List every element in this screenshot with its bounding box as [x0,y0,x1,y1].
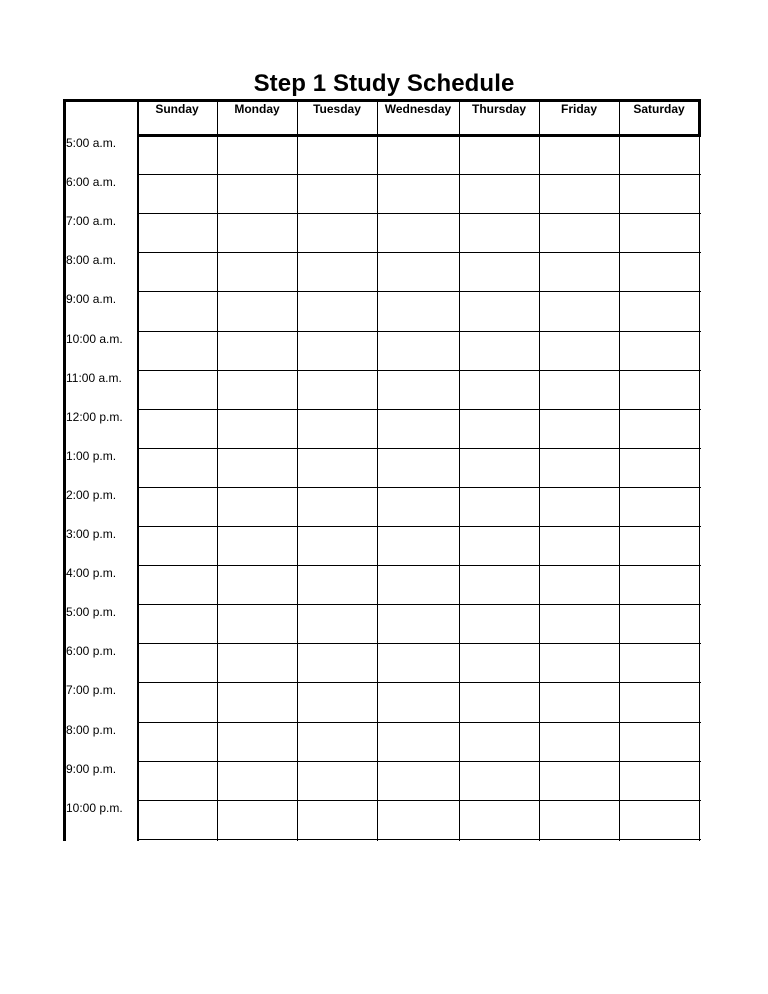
schedule-cell[interactable] [139,724,216,760]
schedule-cell[interactable] [379,293,458,329]
schedule-cell[interactable] [541,254,618,290]
schedule-cell[interactable] [621,215,698,251]
schedule-cell[interactable] [461,333,538,369]
schedule-cell[interactable] [621,333,698,369]
schedule-cell[interactable] [541,489,618,525]
schedule-cell[interactable] [541,567,618,603]
grid-column-divider [217,99,218,841]
grid-column-divider [699,99,700,841]
schedule-cell[interactable] [541,333,618,369]
schedule-cell[interactable] [379,802,458,838]
schedule-cell[interactable] [541,528,618,564]
schedule-cell[interactable] [299,450,376,486]
schedule-cell[interactable] [379,372,458,408]
schedule-cell[interactable] [541,684,618,720]
schedule-cell[interactable] [379,450,458,486]
time-label: 2:00 p.m. [66,487,117,502]
schedule-cell[interactable] [379,254,458,290]
grid-row-divider [137,565,701,566]
schedule-cell[interactable] [621,411,698,447]
time-label: 6:00 a.m. [66,175,117,190]
schedule-cell[interactable] [139,489,216,525]
time-label: 11:00 a.m. [66,370,122,385]
grid-row-divider [137,370,701,371]
schedule-cell[interactable] [219,215,296,251]
schedule-cell[interactable] [621,567,698,603]
schedule-cell[interactable] [379,333,458,369]
schedule-cell[interactable] [541,645,618,681]
schedule-cell[interactable] [461,372,538,408]
schedule-cell[interactable] [379,489,458,525]
time-label: 8:00 p.m. [66,722,117,737]
grid-column-divider [297,99,298,841]
schedule-cell[interactable] [461,137,538,173]
grid-row-divider [137,682,701,683]
schedule-cell[interactable] [461,215,538,251]
schedule-cell[interactable] [299,293,376,329]
grid-row-divider [137,722,701,723]
schedule-cell[interactable] [299,724,376,760]
schedule-cell[interactable] [541,802,618,838]
grid-row-divider [137,252,701,253]
schedule-cell[interactable] [621,645,698,681]
grid-column-divider [377,99,378,841]
time-label: 10:00 a.m. [66,331,123,346]
time-label: 10:00 p.m. [66,800,123,815]
schedule-cell[interactable] [379,137,458,173]
schedule-cell[interactable] [299,567,376,603]
schedule-cell[interactable] [621,684,698,720]
schedule-cell[interactable] [299,372,376,408]
grid-row-divider [137,331,701,332]
schedule-cell[interactable] [139,645,216,681]
schedule-cell[interactable] [139,802,216,838]
time-label: 5:00 p.m. [66,605,117,620]
schedule-cell[interactable] [461,176,538,212]
schedule-cell[interactable] [461,802,538,838]
grid-row-divider [137,526,701,527]
schedule-cell[interactable] [299,176,376,212]
schedule-cell[interactable] [219,567,296,603]
schedule-grid [63,99,700,841]
schedule-cell[interactable] [541,215,618,251]
time-label: 7:00 p.m. [66,683,117,698]
schedule-cell[interactable] [621,606,698,642]
schedule-cell[interactable] [219,333,296,369]
schedule-cell[interactable] [139,606,216,642]
schedule-cell[interactable] [299,606,376,642]
schedule-cell[interactable] [379,176,458,212]
schedule-cell[interactable] [461,411,538,447]
day-header-sunday: Sunday [155,102,199,116]
page-title: Step 1 Study Schedule [253,70,515,97]
grid-row-divider [137,800,701,801]
schedule-cell[interactable] [621,293,698,329]
schedule-cell[interactable] [461,645,538,681]
schedule-cell[interactable] [461,489,538,525]
schedule-cell[interactable] [219,293,296,329]
time-label: 5:00 a.m. [66,136,117,150]
grid-row-divider [137,213,701,214]
schedule-cell[interactable] [461,763,538,799]
schedule-cell[interactable] [299,645,376,681]
schedule-cell[interactable] [379,411,458,447]
schedule-cell[interactable] [621,254,698,290]
schedule-cell[interactable] [219,254,296,290]
schedule-cell[interactable] [379,724,458,760]
schedule-cell[interactable] [139,215,216,251]
schedule-cell[interactable] [461,684,538,720]
time-label: 9:00 p.m. [66,761,117,776]
schedule-cell[interactable] [299,684,376,720]
schedule-cell[interactable] [139,176,216,212]
schedule-cell[interactable] [139,411,216,447]
schedule-cell[interactable] [219,528,296,564]
schedule-cell[interactable] [379,763,458,799]
schedule-cell[interactable] [379,645,458,681]
schedule-cell[interactable] [139,684,216,720]
schedule-cell[interactable] [379,684,458,720]
schedule-cell[interactable] [299,411,376,447]
time-label: 3:00 p.m. [66,527,117,541]
schedule-cell[interactable] [379,528,458,564]
schedule-cell[interactable] [461,254,538,290]
schedule-cell[interactable] [299,802,376,838]
schedule-cell[interactable] [461,724,538,760]
time-label: 1:00 p.m. [66,448,117,463]
grid-row-divider [137,643,701,644]
grid-column-divider [459,99,460,841]
schedule-cell[interactable] [379,215,458,251]
schedule-cell[interactable] [299,333,376,369]
day-header-friday: Friday [560,102,597,116]
grid-row-divider [137,291,701,292]
schedule-cell[interactable] [139,450,216,486]
schedule-cell[interactable] [219,606,296,642]
schedule-cell[interactable] [219,450,296,486]
schedule-cell[interactable] [299,215,376,251]
schedule-cell[interactable] [299,254,376,290]
schedule-cell[interactable] [219,411,296,447]
schedule-cell[interactable] [299,528,376,564]
schedule-cell[interactable] [219,176,296,212]
schedule-cell[interactable] [299,763,376,799]
schedule-cell[interactable] [219,724,296,760]
grid-row-divider [137,604,701,605]
schedule-cell[interactable] [541,606,618,642]
schedule-cell[interactable] [541,411,618,447]
schedule-cell[interactable] [139,567,216,603]
time-label: 12:00 p.m. [66,409,123,424]
day-header-tuesday: Tuesday [313,102,361,116]
grid-row-divider [137,761,701,762]
schedule-cell[interactable] [461,567,538,603]
time-label: 6:00 p.m. [66,644,117,659]
schedule-cell[interactable] [541,372,618,408]
grid-column-divider [539,99,540,841]
time-label: 4:00 p.m. [66,566,117,581]
time-label: 9:00 a.m. [66,292,117,307]
day-header-thursday: Thursday [471,102,526,116]
time-label: 7:00 a.m. [66,214,117,229]
schedule-cell[interactable] [139,293,216,329]
schedule-cell[interactable] [219,489,296,525]
schedule-cell[interactable] [139,528,216,564]
schedule-cell[interactable] [461,528,538,564]
schedule-cell[interactable] [139,763,216,799]
day-header-wednesday: Wednesday [384,102,452,116]
grid-row-divider [137,839,701,840]
schedule-cell[interactable] [139,254,216,290]
day-header-monday: Monday [234,102,280,116]
schedule-cell[interactable] [541,763,618,799]
schedule-cell[interactable] [219,137,296,173]
schedule-cell[interactable] [621,763,698,799]
time-label: 8:00 a.m. [66,253,117,268]
schedule-cell[interactable] [299,137,376,173]
grid-row-divider [137,448,701,449]
schedule-cell[interactable] [621,489,698,525]
schedule-cell[interactable] [379,606,458,642]
schedule-cell[interactable] [299,489,376,525]
schedule-cell[interactable] [541,293,618,329]
schedule-cell[interactable] [379,567,458,603]
schedule-cell[interactable] [139,333,216,369]
schedule-cell[interactable] [461,293,538,329]
day-header-saturday: Saturday [633,102,685,116]
schedule-cell[interactable] [139,137,216,173]
schedule-cell[interactable] [621,372,698,408]
schedule-cell[interactable] [621,802,698,838]
schedule-cell[interactable] [219,684,296,720]
schedule-cell[interactable] [541,176,618,212]
schedule-cell[interactable] [621,724,698,760]
grid-column-divider [619,99,620,841]
schedule-cell[interactable] [621,450,698,486]
schedule-cell[interactable] [621,528,698,564]
schedule-cell[interactable] [219,763,296,799]
schedule-cell[interactable] [139,372,216,408]
schedule-cell[interactable] [541,137,618,173]
schedule-cell[interactable] [541,450,618,486]
schedule-cell[interactable] [541,724,618,760]
schedule-cell[interactable] [219,645,296,681]
grid-row-divider [137,487,701,488]
schedule-cell[interactable] [219,802,296,838]
schedule-cell[interactable] [621,137,698,173]
schedule-cell[interactable] [461,606,538,642]
grid-row-divider [137,409,701,410]
schedule-cell[interactable] [219,372,296,408]
schedule-cell[interactable] [621,176,698,212]
schedule-cell[interactable] [461,450,538,486]
grid-row-divider [137,174,701,175]
